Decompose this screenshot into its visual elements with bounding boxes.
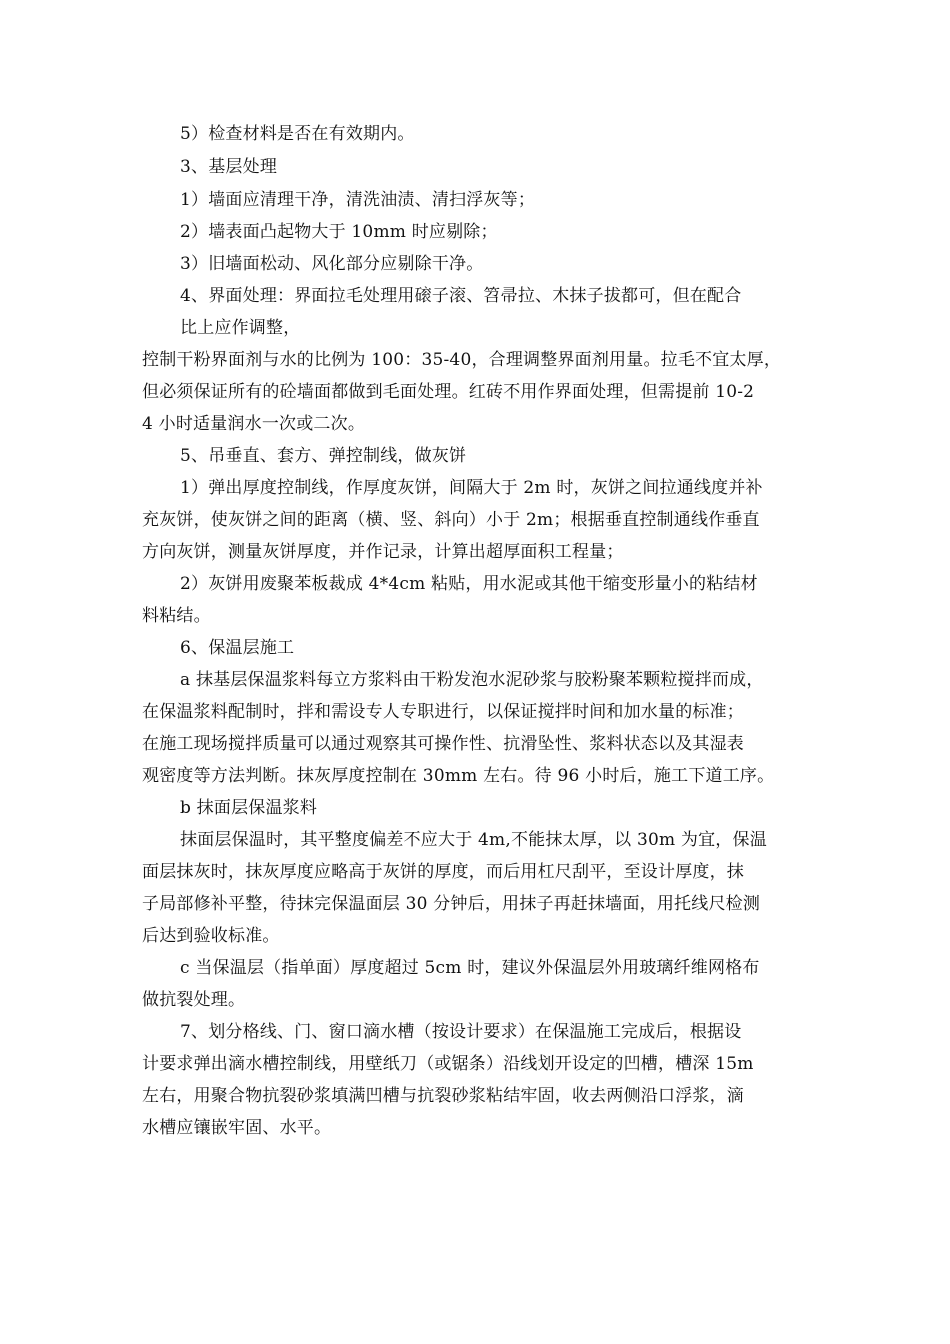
- section-heading: 6、保温层施工: [180, 638, 295, 658]
- subsection-heading: b 抹面层保温浆料: [180, 798, 318, 818]
- text-line: 子局部修补平整，待抹完保温面层 30 分钟后，用抹子再赶抹墙面，用托线尺检测: [142, 894, 761, 914]
- text-line: 计要求弹出滴水槽控制线，用壁纸刀（或锯条）沿线划开设定的凹槽，槽深 15m: [142, 1054, 754, 1074]
- section-heading: 4、界面处理：界面拉毛处理用磙子滚、笤帚拉、木抹子拔都可，但在配合: [180, 286, 742, 306]
- text-line: 5）检查材料是否在有效期内。: [180, 124, 415, 144]
- text-line: 2）墙表面凸起物大于 10mm 时应剔除；: [180, 222, 498, 242]
- text-line: 4 小时适量润水一次或二次。: [142, 414, 366, 434]
- text-line: 3）旧墙面松动、风化部分应剔除干净。: [180, 254, 484, 274]
- text-line: 2）灰饼用废聚苯板裁成 4*4cm 粘贴，用水泥或其他干缩变形量小的粘结材: [180, 574, 758, 594]
- section-heading: 7、划分格线、门、窗口滴水槽（按设计要求）在保温施工完成后，根据设: [180, 1022, 742, 1042]
- text-line: 在施工现场搅拌质量可以通过观察其可操作性、抗滑坠性、浆料状态以及其湿表: [142, 734, 744, 754]
- text-line: 左右，用聚合物抗裂砂浆填满凹槽与抗裂砂浆粘结牢固，收去两侧沿口浮浆，滴: [142, 1086, 744, 1106]
- text-line: 水槽应镶嵌牢固、水平。: [142, 1118, 332, 1138]
- text-line: 但必须保证所有的砼墙面都做到毛面处理。红砖不用作界面处理，但需提前 10-2: [142, 382, 755, 402]
- text-line: 控制干粉界面剂与水的比例为 100：35-40，合理调整界面剂用量。拉毛不宜太厚，: [142, 350, 782, 370]
- text-line: 面层抹灰时，抹灰厚度应略高于灰饼的厚度，而后用杠尺刮平，至设计厚度，抹: [142, 862, 744, 882]
- text-line: 比上应作调整，: [180, 318, 301, 338]
- text-line: 1）墙面应清理干净，清洗油渍、清扫浮灰等；: [180, 190, 536, 210]
- text-line: 抹面层保温时，其平整度偏差不应大于 4m,不能抹太厚，以 30m 为宜，保温: [180, 830, 767, 850]
- text-line: 1）弹出厚度控制线，作厚度灰饼，间隔大于 2m 时，灰饼之间拉通线度并补: [180, 478, 763, 498]
- text-line: 料粘结。: [142, 606, 211, 626]
- text-line: 在保温浆料配制时，拌和需设专人专职进行，以保证搅拌时间和加水量的标准；: [142, 702, 744, 722]
- text-line: 充灰饼，使灰饼之间的距离（横、竖、斜向）小于 2m；根据垂直控制通线作垂直: [142, 510, 760, 530]
- section-heading: 5、吊垂直、套方、弹控制线，做灰饼: [180, 446, 467, 466]
- text-line: 做抗裂处理。: [142, 990, 246, 1010]
- text-line: a 抹基层保温浆料每立方浆料由干粉发泡水泥砂浆与胶粉聚苯颗粒搅拌而成，: [180, 670, 764, 690]
- text-line: c 当保温层（指单面）厚度超过 5cm 时，建议外保温层外用玻璃纤维网格布: [180, 958, 760, 978]
- text-line: 方向灰饼，测量灰饼厚度，并作记录，计算出超厚面积工程量；: [142, 542, 624, 562]
- text-line: 后达到验收标准。: [142, 926, 280, 946]
- text-line: 观密度等方法判断。抹灰厚度控制在 30mm 左右。待 96 小时后，施工下道工序。: [142, 766, 775, 786]
- section-heading: 3、基层处理: [180, 157, 278, 177]
